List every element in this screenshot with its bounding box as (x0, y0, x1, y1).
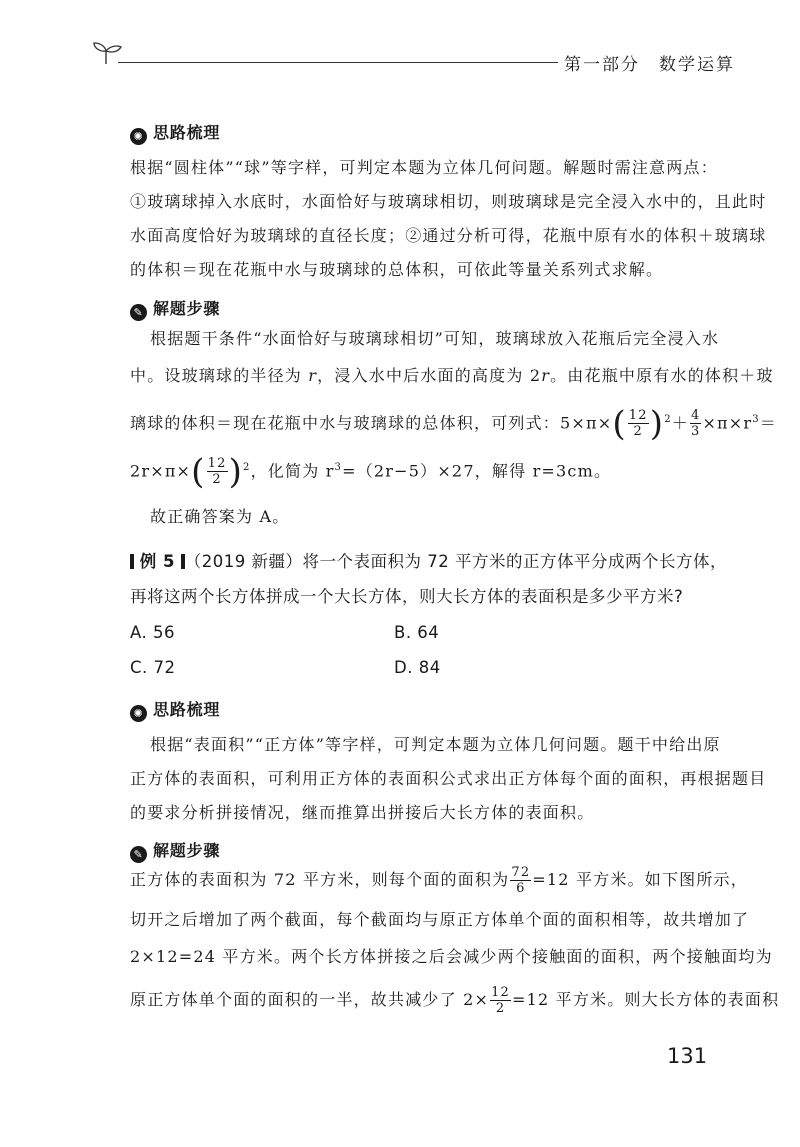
gear-icon: ✺ (130, 705, 147, 722)
label-bar (130, 554, 134, 569)
formula-line: 璃球的体积＝现在花瓶中水与玻璃球的总体积，可列式：5×π×( $\frac{12}{2}$ )$^2$＋ $\frac{4}{3}$ $\times\pi\times r^3=$ (130, 403, 777, 444)
text-line: 2×12=24 平方米。两个长方体拼接之后会减少两个接触面的面积，两个接触面均为 (130, 947, 773, 966)
option-d: D. 84 (394, 658, 441, 677)
formula-line: 2r×π×( $\frac{12}{2}$ )$^2$，化简为 $r^3=(2r-5)\times 27$，解得 r=3cm。 (130, 451, 612, 492)
section-heading-analysis: ✺ 思路梳理 (130, 697, 220, 722)
option-c: C. 72 (130, 658, 176, 677)
formula-line: 正方体的表面积为 72 平方米，则每个面的面积为 $\frac{72}{6}$ =12 平方米。如下图所示， (130, 865, 748, 896)
text-line: ①玻璃球掉入水底时，水面恰好与玻璃球相切，则玻璃球是完全浸入水中的，且此时 (130, 192, 767, 211)
fraction: $\frac{12}{2}$ (491, 985, 511, 1016)
text-line: 根据“圆柱体”“球”等字样，可判定本题为立体几何问题。解题时需注意两点： (130, 158, 718, 177)
fraction: $\frac{72}{6}$ (511, 865, 531, 896)
page-number: 131 (667, 1044, 708, 1068)
text-line: 水面高度恰好为玻璃球的直径长度；②通过分析可得，花瓶中原有水的体积＋玻璃球 (130, 226, 767, 245)
text-line: 正方体的表面积，可利用正方体的表面积公式求出正方体每个面的面积，再根据题目 (130, 769, 767, 788)
option-a: A. 56 (130, 623, 175, 642)
section-heading-steps: ✎ 解题步骤 (130, 838, 220, 863)
example-label: 例 5 (139, 552, 175, 571)
header-rule (118, 62, 558, 63)
section-heading-steps: ✎ 解题步骤 (130, 296, 220, 321)
text-line: 切开之后增加了两个截面，每个截面均与原正方体单个面的面积相等，故共增加了 (130, 910, 750, 929)
gear-icon: ✺ (130, 128, 147, 145)
option-b: B. 64 (394, 623, 440, 642)
fraction: $\frac{12}{2}$ (207, 456, 227, 488)
example-question-line: 再将这两个长方体拼成一个大长方体，则大长方体的表面积是多少平方米? (130, 587, 684, 606)
section-heading-analysis: ✺ 思路梳理 (130, 120, 220, 145)
text-line: 的体积＝现在花瓶中水与玻璃球的总体积，可依此等量关系列式求解。 (130, 260, 664, 279)
example-question-line: 例 5 （2019 新疆）将一个表面积为 72 平方米的正方体平分成两个长方体， (130, 548, 727, 572)
wrench-icon: ✎ (130, 304, 147, 321)
chapter-title: 第一部分 数学运算 (564, 55, 735, 75)
text-line: 中。设玻璃球的半径为 r，浸入水中后水面的高度为 2r。由花瓶中原有水的体积＋玻 (130, 366, 774, 385)
text-line: 根据“表面积”“正方体”等字样，可判定本题为立体几何问题。题干中给出原 (150, 735, 721, 754)
formula-line: 原正方体单个面的面积的一半，故共减少了 2× $\frac{12}{2}$ =12 平方米。则大长方体的表面积 (130, 985, 780, 1016)
fraction: $\frac{4}{3}$ (690, 408, 701, 440)
text-line: 的要求分析拼接情况，继而推算出拼接后大长方体的表面积。 (130, 803, 595, 822)
answer-line: 故正确答案为 A。 (150, 507, 290, 526)
text-line: 根据题干条件“水面恰好与玻璃球相切”可知，玻璃球放入花瓶后完全浸入水 (150, 329, 720, 348)
fraction: $\frac{12}{2}$ (628, 408, 648, 440)
wrench-icon: ✎ (130, 846, 147, 863)
